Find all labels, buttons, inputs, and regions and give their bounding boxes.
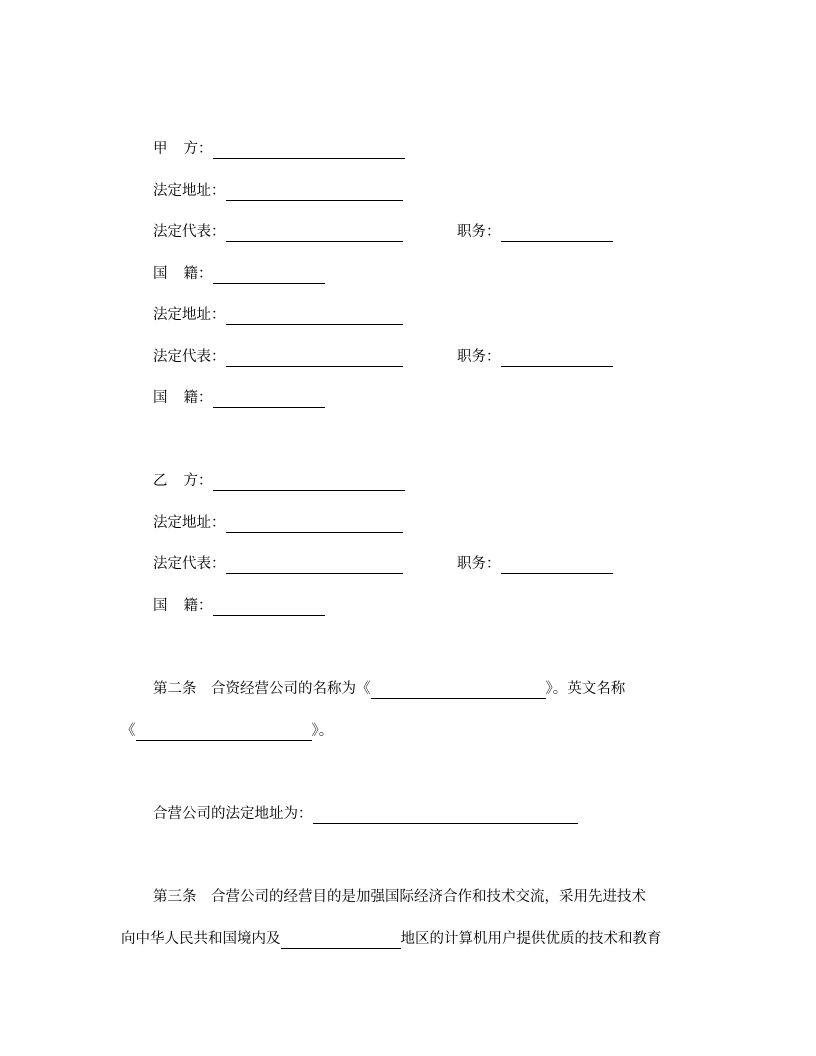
party-b-label-char1: 乙	[153, 473, 168, 489]
party-a-rep2-label: 法定代表：	[153, 349, 226, 365]
party-a-nationality-row	[153, 264, 325, 284]
party-b-rep-row	[153, 554, 403, 574]
party-a-position2-field[interactable]	[501, 350, 613, 367]
party-a-rep-field[interactable]	[226, 225, 403, 242]
party-b-position-label: 职务：	[457, 556, 501, 572]
party-a-label-char1: 甲	[153, 141, 168, 157]
party-a-rep-row	[153, 222, 403, 242]
region-field[interactable]	[281, 932, 401, 949]
article-3-line2-prefix: 向中华人民共和国境内及	[121, 931, 281, 947]
party-a-nationality-char2: 籍：	[183, 266, 213, 282]
english-name-field[interactable]	[136, 724, 312, 741]
article-3-line1	[153, 887, 646, 907]
party-a-position2-label: 职务：	[457, 349, 501, 365]
company-address-label: 合营公司的法定地址为：	[153, 806, 313, 822]
party-a-address-field[interactable]	[226, 184, 403, 201]
article-2-line2	[121, 721, 333, 741]
party-a-rep-label: 法定代表：	[153, 224, 226, 240]
party-a-address2-field[interactable]	[226, 308, 403, 325]
article-3-line1-text: 第三条 合营公司的经营目的是加强国际经济合作和技术交流，采用先进技术	[153, 889, 646, 905]
party-b-address-row	[153, 513, 403, 533]
party-a-label-char2: 方：	[183, 141, 213, 157]
party-b-address-label: 法定地址：	[153, 515, 226, 531]
party-b-nationality-field[interactable]	[213, 599, 325, 616]
company-address-row	[153, 804, 578, 824]
party-b-address-field[interactable]	[226, 516, 403, 533]
party-b-position-row	[457, 554, 613, 574]
party-a-address2-row	[153, 305, 403, 325]
article-3-line2-suffix: 地区的计算机用户提供优质的技术和教育	[400, 931, 662, 947]
party-a-nationality-field[interactable]	[213, 267, 325, 284]
party-a-position2-row	[457, 347, 613, 367]
article-2-prefix: 第二条 合资经营公司的名称为《	[153, 681, 371, 697]
article-3-line2	[121, 929, 662, 949]
party-b-rep-label: 法定代表：	[153, 556, 226, 572]
party-b-row	[153, 471, 405, 491]
party-a-name-field[interactable]	[213, 142, 405, 159]
party-a-nationality2-field[interactable]	[213, 391, 325, 408]
party-a-nationality2-char2: 籍：	[183, 390, 213, 406]
party-a-nationality2-char1: 国	[153, 390, 168, 406]
party-a-address2-label: 法定地址：	[153, 307, 226, 323]
party-a-rep2-row	[153, 347, 403, 367]
party-a-row	[153, 139, 405, 159]
article-2-suffix: 》。英文名称	[545, 681, 626, 697]
party-b-nationality-char1: 国	[153, 598, 168, 614]
party-b-name-field[interactable]	[213, 474, 405, 491]
party-a-address-row	[153, 181, 403, 201]
party-a-address-label: 法定地址：	[153, 183, 226, 199]
party-a-position-label: 职务：	[457, 224, 501, 240]
company-address-field[interactable]	[313, 807, 578, 824]
article-2-line2-close: 》。	[311, 723, 334, 739]
party-b-nationality-char2: 籍：	[183, 598, 213, 614]
party-b-position-field[interactable]	[501, 557, 613, 574]
party-a-nationality-char1: 国	[153, 266, 168, 282]
article-2-line2-open: 《	[121, 723, 136, 739]
party-a-position-row	[457, 222, 613, 242]
party-a-nationality2-row	[153, 388, 325, 408]
party-a-rep2-field[interactable]	[226, 350, 403, 367]
party-b-label-char2: 方：	[183, 473, 213, 489]
party-b-nationality-row	[153, 596, 325, 616]
company-name-field[interactable]	[371, 682, 546, 699]
article-2-line1	[153, 679, 625, 699]
party-a-position-field[interactable]	[501, 225, 613, 242]
party-b-rep-field[interactable]	[226, 557, 403, 574]
